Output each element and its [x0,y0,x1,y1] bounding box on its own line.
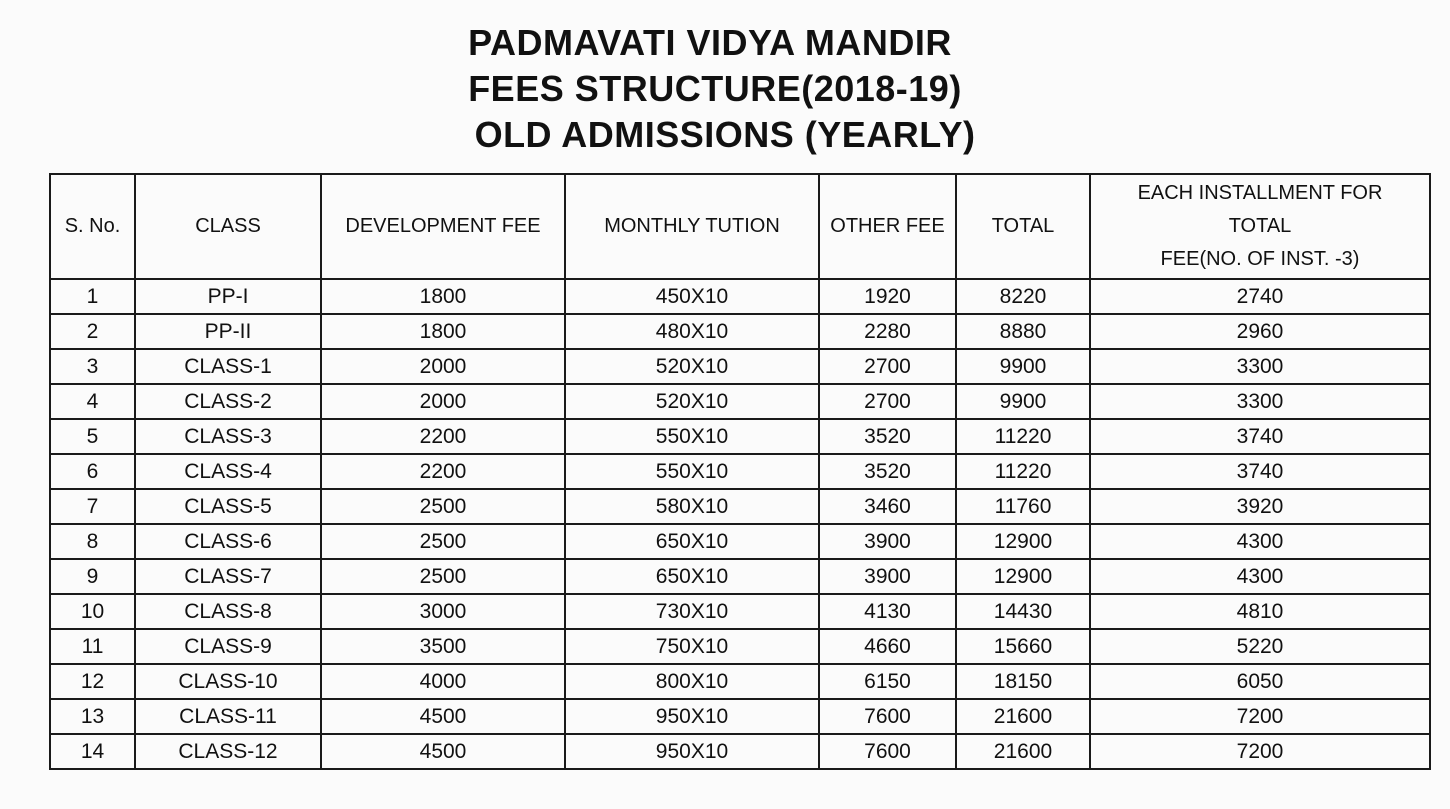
fees-table [49,173,1431,770]
cell-total: 21600 [956,699,1090,734]
cell-installment: 2960 [1090,314,1430,349]
school-name: PADMAVATI VIDYA MANDIR [468,22,952,63]
cell-other-fee: 2700 [819,349,956,384]
cell-class: CLASS-6 [135,524,321,559]
cell-class: PP-II [135,314,321,349]
cell-monthly-tution: 730X10 [565,594,819,629]
cell-class: CLASS-9 [135,629,321,664]
cell-other-fee: 4130 [819,594,956,629]
cell-total: 8880 [956,314,1090,349]
cell-other-fee: 2280 [819,314,956,349]
cell-other-fee: 3520 [819,419,956,454]
cell-monthly-tution: 650X10 [565,524,819,559]
fees-structure-title: FEES STRUCTURE(2018-19) [468,68,962,109]
admission-category-title: OLD ADMISSIONS (YEARLY) [474,114,976,155]
cell-monthly-tution: 550X10 [565,419,819,454]
cell-sno: 5 [50,419,135,454]
cell-class: CLASS-1 [135,349,321,384]
cell-other-fee: 6150 [819,664,956,699]
cell-installment: 4810 [1090,594,1430,629]
table-row [50,384,1430,419]
table-row [50,279,1430,314]
column-header-class: CLASS [135,174,321,279]
cell-class: CLASS-11 [135,699,321,734]
cell-total: 18150 [956,664,1090,699]
table-row [50,349,1430,384]
cell-installment: 5220 [1090,629,1430,664]
cell-monthly-tution: 450X10 [565,279,819,314]
cell-sno: 4 [50,384,135,419]
table-row [50,699,1430,734]
cell-monthly-tution: 750X10 [565,629,819,664]
cell-monthly-tution: 650X10 [565,559,819,594]
cell-other-fee: 1920 [819,279,956,314]
table-row [50,419,1430,454]
cell-class: CLASS-10 [135,664,321,699]
fees-table-body [50,279,1430,769]
cell-monthly-tution: 520X10 [565,384,819,419]
cell-development-fee: 2500 [321,489,565,524]
cell-sno: 13 [50,699,135,734]
cell-other-fee: 3900 [819,559,956,594]
cell-monthly-tution: 550X10 [565,454,819,489]
installment-header-line-1: EACH INSTALLMENT FOR [1137,182,1383,204]
cell-class: CLASS-4 [135,454,321,489]
cell-installment: 3740 [1090,419,1430,454]
table-row [50,454,1430,489]
cell-other-fee: 7600 [819,699,956,734]
cell-development-fee: 1800 [321,314,565,349]
cell-total: 9900 [956,384,1090,419]
cell-development-fee: 2500 [321,559,565,594]
cell-development-fee: 3500 [321,629,565,664]
cell-class: CLASS-8 [135,594,321,629]
cell-installment: 3300 [1090,384,1430,419]
cell-development-fee: 2000 [321,349,565,384]
installment-header-line-2: TOTAL [1228,215,1292,237]
cell-sno: 8 [50,524,135,559]
table-row [50,664,1430,699]
cell-other-fee: 2700 [819,384,956,419]
cell-other-fee: 3520 [819,454,956,489]
cell-monthly-tution: 480X10 [565,314,819,349]
cell-sno: 14 [50,734,135,769]
cell-sno: 7 [50,489,135,524]
cell-sno: 2 [50,314,135,349]
cell-sno: 10 [50,594,135,629]
cell-development-fee: 4000 [321,664,565,699]
cell-development-fee: 4500 [321,699,565,734]
cell-total: 14430 [956,594,1090,629]
cell-monthly-tution: 950X10 [565,699,819,734]
title-block [0,20,1420,158]
cell-total: 9900 [956,349,1090,384]
cell-class: CLASS-12 [135,734,321,769]
cell-development-fee: 2000 [321,384,565,419]
cell-other-fee: 4660 [819,629,956,664]
cell-monthly-tution: 520X10 [565,349,819,384]
cell-development-fee: 3000 [321,594,565,629]
table-row [50,594,1430,629]
installment-header-line-3: FEE(NO. OF INST. -3) [1160,248,1360,270]
cell-installment: 4300 [1090,559,1430,594]
cell-class: CLASS-3 [135,419,321,454]
table-row [50,559,1430,594]
column-header-sno: S. No. [50,174,135,279]
cell-sno: 9 [50,559,135,594]
cell-class: CLASS-5 [135,489,321,524]
column-header-other-fee: OTHER FEE [819,174,956,279]
cell-development-fee: 2200 [321,454,565,489]
column-header-total: TOTAL [956,174,1090,279]
cell-total: 21600 [956,734,1090,769]
cell-other-fee: 3460 [819,489,956,524]
table-row [50,314,1430,349]
cell-installment: 7200 [1090,699,1430,734]
column-header-development-fee: DEVELOPMENT FEE [321,174,565,279]
cell-other-fee: 3900 [819,524,956,559]
cell-installment: 3740 [1090,454,1430,489]
cell-class: PP-I [135,279,321,314]
cell-total: 11220 [956,454,1090,489]
cell-class: CLASS-2 [135,384,321,419]
cell-total: 8220 [956,279,1090,314]
cell-other-fee: 7600 [819,734,956,769]
column-header-monthly-tution: MONTHLY TUTION [565,174,819,279]
cell-installment: 7200 [1090,734,1430,769]
cell-monthly-tution: 800X10 [565,664,819,699]
cell-development-fee: 4500 [321,734,565,769]
cell-installment: 4300 [1090,524,1430,559]
cell-installment: 6050 [1090,664,1430,699]
cell-total: 11760 [956,489,1090,524]
table-header-row [50,174,1430,279]
cell-class: CLASS-7 [135,559,321,594]
table-row [50,629,1430,664]
cell-installment: 3920 [1090,489,1430,524]
cell-development-fee: 2200 [321,419,565,454]
cell-installment: 2740 [1090,279,1430,314]
cell-total: 12900 [956,559,1090,594]
table-row [50,524,1430,559]
cell-sno: 12 [50,664,135,699]
cell-total: 11220 [956,419,1090,454]
cell-total: 12900 [956,524,1090,559]
cell-installment: 3300 [1090,349,1430,384]
table-row [50,489,1430,524]
cell-development-fee: 2500 [321,524,565,559]
column-header-installment [1090,174,1430,279]
cell-development-fee: 1800 [321,279,565,314]
cell-sno: 3 [50,349,135,384]
cell-monthly-tution: 580X10 [565,489,819,524]
table-row [50,734,1430,769]
cell-sno: 1 [50,279,135,314]
cell-total: 15660 [956,629,1090,664]
cell-sno: 6 [50,454,135,489]
cell-sno: 11 [50,629,135,664]
cell-monthly-tution: 950X10 [565,734,819,769]
